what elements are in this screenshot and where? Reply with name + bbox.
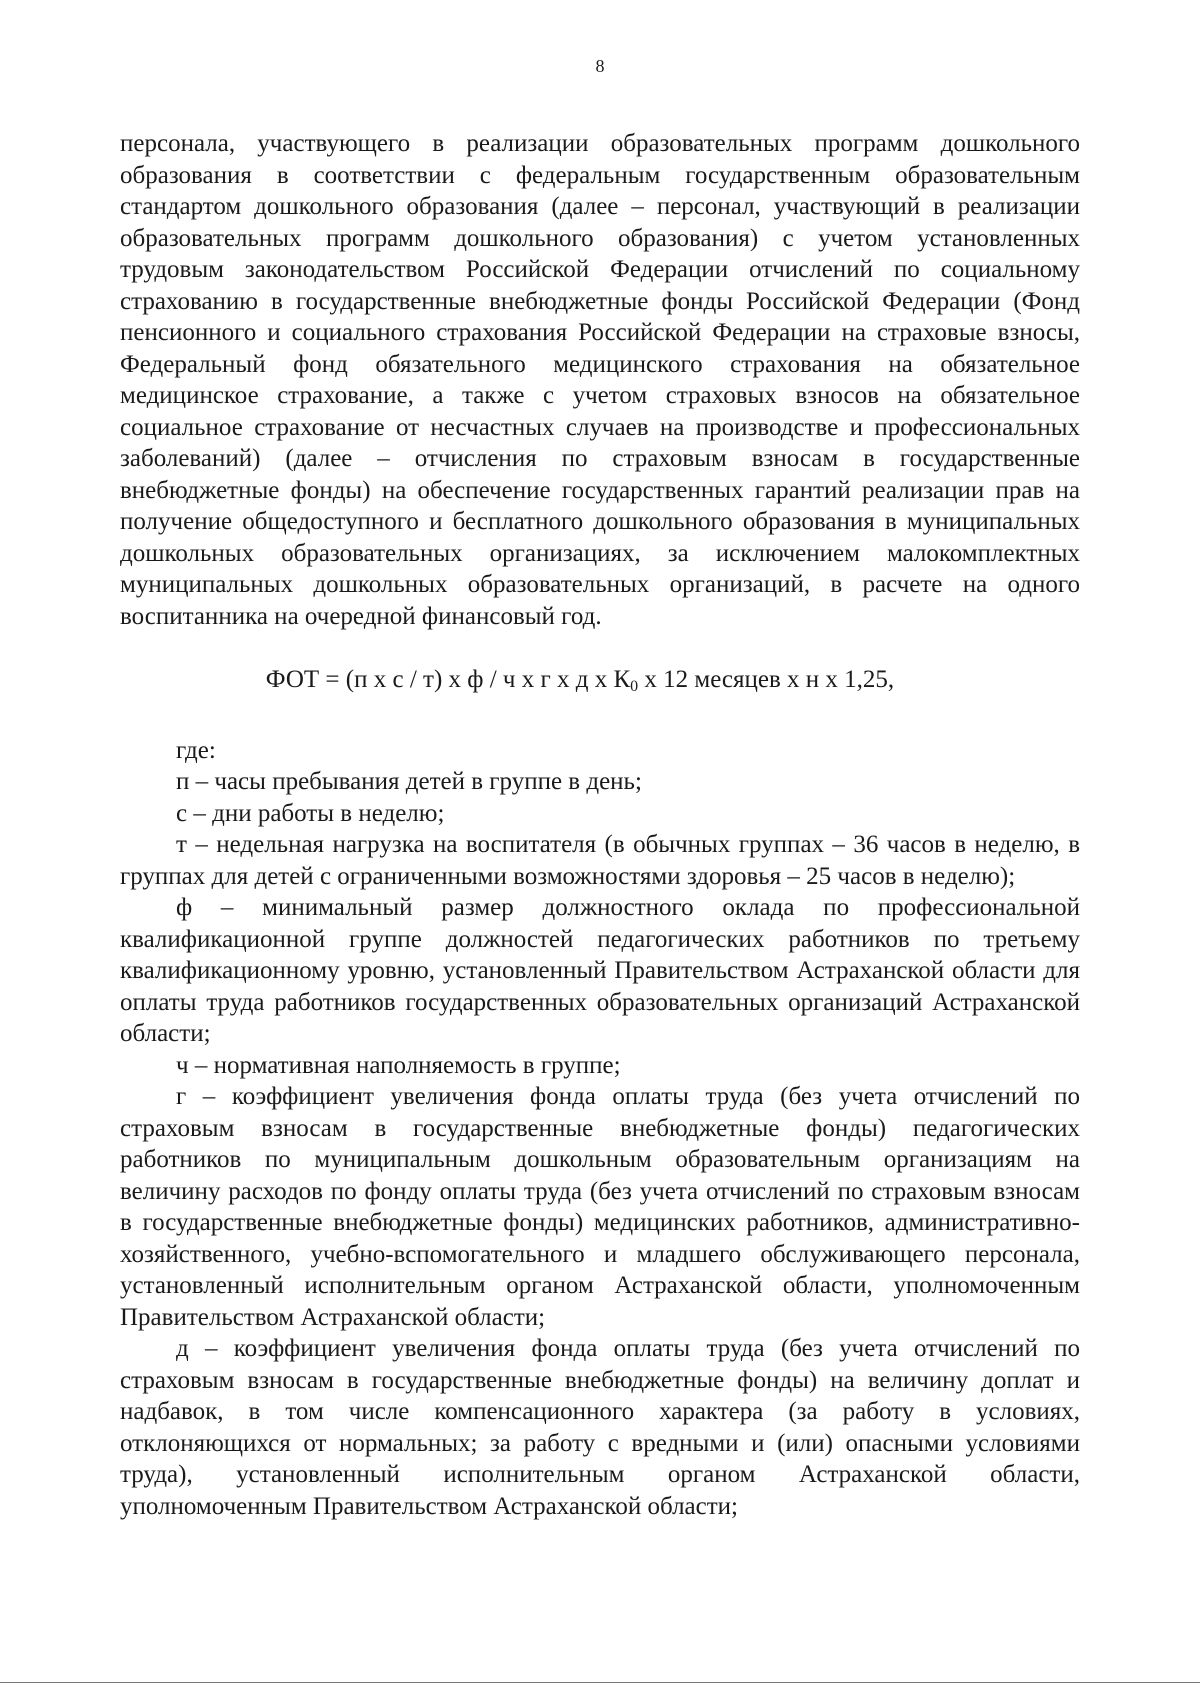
document-body xyxy=(120,128,1080,1522)
formula xyxy=(120,664,1080,703)
definition-f: ф – минимальный размер должностного оклада по профессиональной квалификационной группе должностей педагогических работников по третьему квалификационному уровню, установленный Правительством Астраханской области для оплаты труда работников государственных образовательных организаций Астраханской области; xyxy=(120,894,1080,1047)
bottom-rule xyxy=(0,1682,1200,1683)
where-label: где: xyxy=(176,736,216,764)
formula-subscript: 0 xyxy=(630,678,639,695)
definition-t: т – недельная нагрузка на воспитателя (в обычных группах – 36 часов в неделю, в группах для детей с ограниченными возможностями здоровья – 25 часов в неделю); xyxy=(120,831,1080,890)
definition-g: г – коэффициент увеличения фонда оплаты труда (без учета отчислений по страховым взносам в государственные внебюджетные фонды) педагогических работников по муниципальным дошкольным образовательным организациям на величину расходов по фонду оплаты труда (без учета отчислений по страховым взносам в государственные внебюджетные фонды) медицинских работников, административно-хозяйственного, учебно-вспомогательного и младшего обслуживающего персонала, установленный исполнительным органом Астраханской области, уполномоченным Правительством Астраханской области; xyxy=(120,1083,1080,1331)
definition-p: п – часы пребывания детей в группе в день; xyxy=(176,768,642,795)
definition-d: д – коэффициент увеличения фонда оплаты труда (без учета отчислений по страховым взносам в государственные внебюджетные фонды) на величину доплат и надбавок, в том числе компенсационного характера (за работу в условиях, отклоняющихся от нормальных; за работу с вредными и (или) опасными условиями труда), установленный исполнительным органом Астраханской области, уполномоченным Правительством Астраханской области; xyxy=(120,1335,1080,1520)
page-number: 8 xyxy=(595,56,605,76)
definition-s: с – дни работы в неделю; xyxy=(176,799,445,827)
definition-ch: ч – нормативная наполняемость в группе; xyxy=(176,1051,621,1079)
formula-main: ФОТ = (п х с / т) х ф / ч х г х д х К xyxy=(265,666,631,693)
formula-tail: х 12 месяцев х н х 1,25, xyxy=(638,666,895,693)
intro-paragraph: персонала, участвующего в реализации образовательных программ дошкольного образования в соответствии с федеральным государственным образовательным стандартом дошкольного образования (далее – персонал, участвующий в реализации образовательных программ дошкольного образования) с учетом установленных трудовым законодательством Российской Федерации отчислений по социальному страхованию в государственные внебюджетные фонды Российской Федерации (Фонд пенсионного и социального страхования Российской Федерации на страховые взносы, Федеральный фонд обязательного медицинского страхования на обязательное медицинское страхование, а также с учетом страховых взносов на обязательное социальное страхование от несчастных случаев на производстве и профессиональных заболеваний) (далее – отчисления по страховым взносам в государственные внебюджетные фонды) на обеспечение государственных гарантий реализации прав на получение общедоступного и бесплатного дошкольного образования в муниципальных дошкольных образовательных организациях, за исключением малокомплектных муниципальных дошкольных образовательных организаций, в расчете на одного воспитанника на очередной финансовый год. xyxy=(120,130,1080,630)
